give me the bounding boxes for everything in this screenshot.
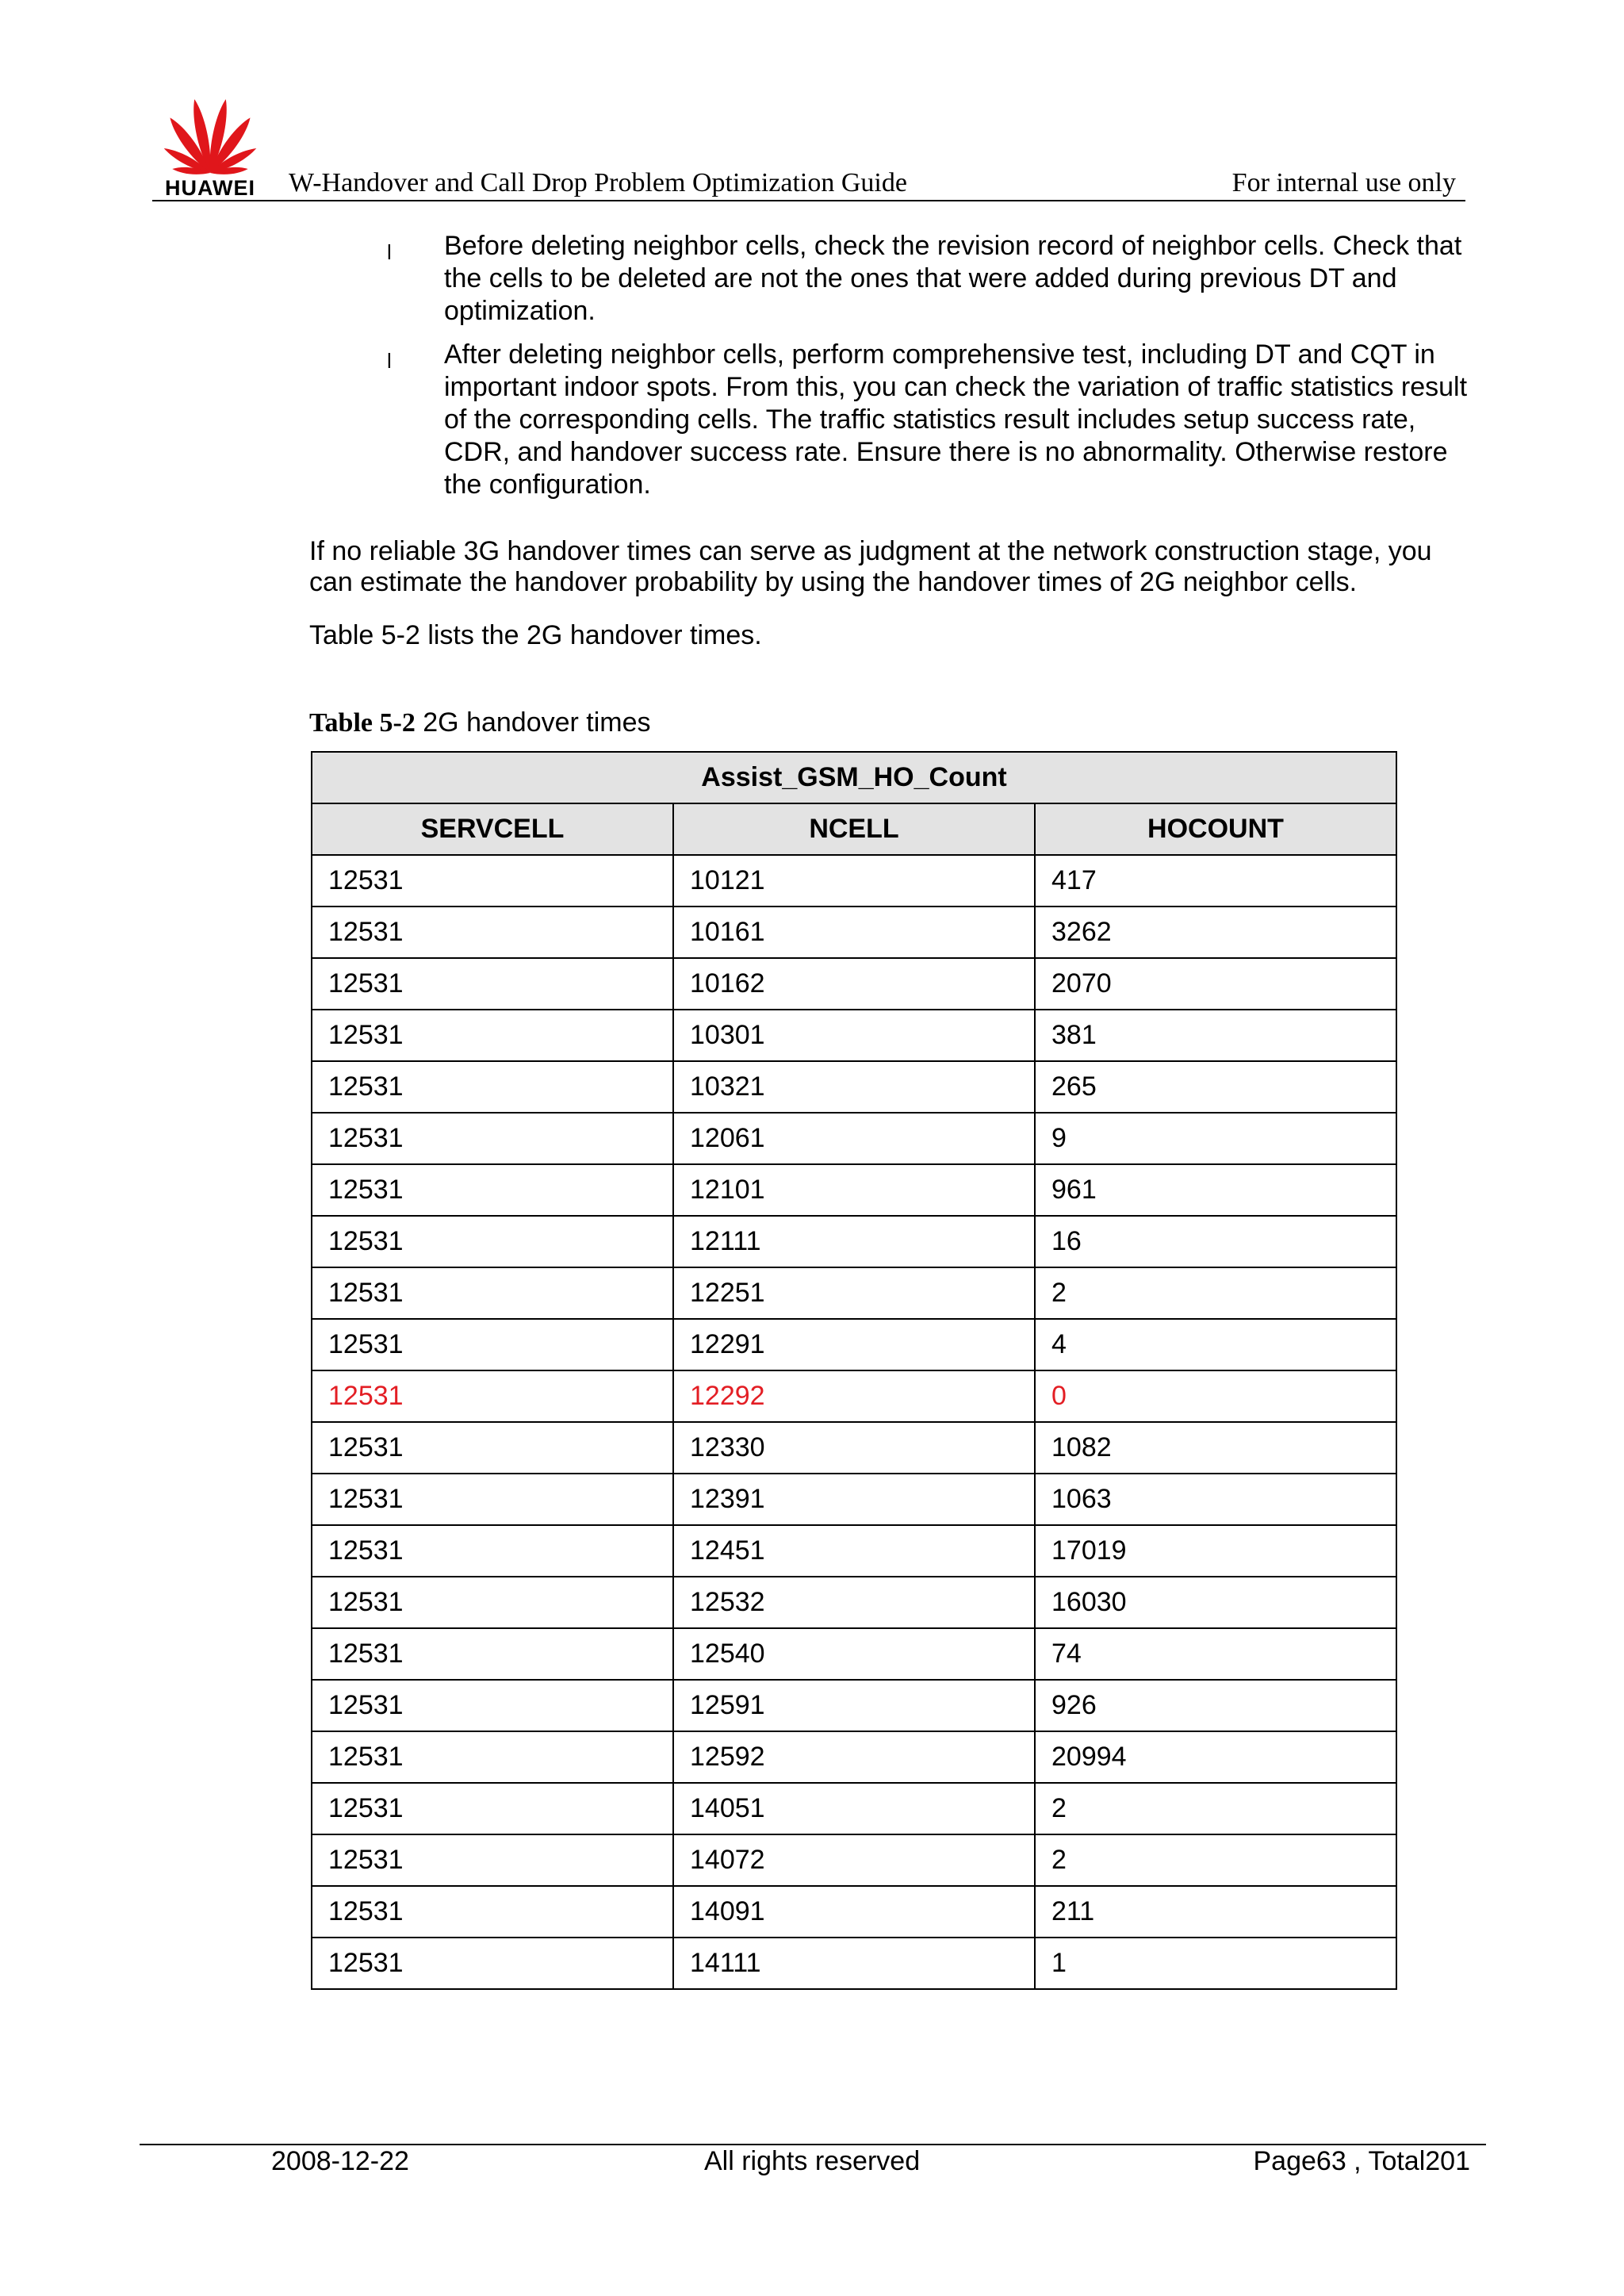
table-row xyxy=(312,1577,1396,1628)
cell-servcell: 12531 xyxy=(312,1938,673,1989)
table-row xyxy=(312,1628,1396,1680)
table-body xyxy=(312,855,1396,1989)
table-row xyxy=(312,1267,1396,1319)
column-header-servcell: SERVCELL xyxy=(312,803,673,855)
cell-ncell: 10301 xyxy=(673,1010,1035,1061)
table-row xyxy=(312,1731,1396,1783)
cell-ncell: 12111 xyxy=(673,1216,1035,1267)
table-row xyxy=(312,907,1396,958)
cell-ncell: 12540 xyxy=(673,1628,1035,1680)
table-row xyxy=(312,1680,1396,1731)
cell-hocount: 265 xyxy=(1035,1061,1396,1113)
cell-servcell: 12531 xyxy=(312,1731,673,1783)
cell-ncell: 12061 xyxy=(673,1113,1035,1164)
table-row xyxy=(312,1370,1396,1422)
table-row xyxy=(312,1474,1396,1525)
cell-hocount: 4 xyxy=(1035,1319,1396,1370)
cell-ncell: 10321 xyxy=(673,1061,1035,1113)
cell-hocount: 9 xyxy=(1035,1113,1396,1164)
cell-servcell: 12531 xyxy=(312,1886,673,1938)
table-row xyxy=(312,1216,1396,1267)
cell-ncell: 12101 xyxy=(673,1164,1035,1216)
cell-servcell: 12531 xyxy=(312,1010,673,1061)
column-header-hocount: HOCOUNT xyxy=(1035,803,1396,855)
table-row xyxy=(312,1319,1396,1370)
cell-servcell: 12531 xyxy=(312,855,673,907)
cell-hocount: 20994 xyxy=(1035,1731,1396,1783)
cell-ncell: 10121 xyxy=(673,855,1035,907)
cell-ncell: 12291 xyxy=(673,1319,1035,1370)
cell-hocount: 16 xyxy=(1035,1216,1396,1267)
cell-servcell: 12531 xyxy=(312,1319,673,1370)
bullet-item xyxy=(387,339,1473,501)
table-caption-label: Table 5-2 xyxy=(309,708,416,738)
cell-hocount: 2 xyxy=(1035,1783,1396,1834)
table-row xyxy=(312,1834,1396,1886)
cell-servcell: 12531 xyxy=(312,1370,673,1422)
cell-hocount: 961 xyxy=(1035,1164,1396,1216)
cell-ncell: 12292 xyxy=(673,1370,1035,1422)
table-row xyxy=(312,1938,1396,1989)
table-row xyxy=(312,1061,1396,1113)
cell-hocount: 17019 xyxy=(1035,1525,1396,1577)
bullet-marker: l xyxy=(387,349,392,373)
header-divider xyxy=(152,200,1465,201)
footer-divider xyxy=(140,2144,1486,2145)
table-row xyxy=(312,1422,1396,1474)
table-caption xyxy=(309,707,651,738)
cell-ncell: 12330 xyxy=(673,1422,1035,1474)
table-title: Assist_GSM_HO_Count xyxy=(312,752,1396,803)
cell-hocount: 1063 xyxy=(1035,1474,1396,1525)
cell-ncell: 14072 xyxy=(673,1834,1035,1886)
huawei-petals-icon xyxy=(155,94,265,181)
footer-date: 2008-12-22 xyxy=(271,2146,409,2176)
cell-hocount: 2 xyxy=(1035,1834,1396,1886)
table-row xyxy=(312,958,1396,1010)
cell-servcell: 12531 xyxy=(312,1113,673,1164)
bullet-item xyxy=(387,230,1473,328)
body-paragraph: If no reliable 3G handover times can serve as judgment at the network construction stage, you can estimate the handover probability by using the handover times of 2G neighbor cells. xyxy=(309,536,1432,597)
table-title-row xyxy=(312,752,1396,803)
cell-servcell: 12531 xyxy=(312,1216,673,1267)
table-header-row xyxy=(312,803,1396,855)
cell-servcell: 12531 xyxy=(312,1061,673,1113)
cell-hocount: 3262 xyxy=(1035,907,1396,958)
footer-page-number: Page63 , Total201 xyxy=(1253,2146,1470,2176)
cell-servcell: 12531 xyxy=(312,1164,673,1216)
cell-hocount: 417 xyxy=(1035,855,1396,907)
table-row xyxy=(312,1783,1396,1834)
classification-label: For internal use only xyxy=(1231,168,1456,197)
cell-ncell: 14111 xyxy=(673,1938,1035,1989)
cell-hocount: 16030 xyxy=(1035,1577,1396,1628)
table-row xyxy=(312,1164,1396,1216)
cell-ncell: 14051 xyxy=(673,1783,1035,1834)
cell-hocount: 381 xyxy=(1035,1010,1396,1061)
cell-ncell: 10161 xyxy=(673,907,1035,958)
table-caption-text: 2G handover times xyxy=(415,707,651,738)
cell-hocount: 926 xyxy=(1035,1680,1396,1731)
huawei-logo xyxy=(155,94,265,200)
table-row xyxy=(312,1525,1396,1577)
cell-hocount: 1 xyxy=(1035,1938,1396,1989)
bullet-text: Before deleting neighbor cells, check the revision record of neighbor cells. Check that the cells to be deleted are not the ones that were added during previous DT and optimization. xyxy=(444,231,1462,326)
document-title: W-Handover and Call Drop Problem Optimization Guide xyxy=(289,168,907,197)
footer-copyright: All rights reserved xyxy=(704,2146,921,2176)
cell-servcell: 12531 xyxy=(312,1783,673,1834)
cell-servcell: 12531 xyxy=(312,1628,673,1680)
logo-text: HUAWEI xyxy=(165,176,255,200)
bullet-list xyxy=(387,230,1473,512)
table-row xyxy=(312,1886,1396,1938)
body-paragraph: Table 5-2 lists the 2G handover times. xyxy=(309,620,762,650)
cell-servcell: 12531 xyxy=(312,1834,673,1886)
cell-ncell: 12592 xyxy=(673,1731,1035,1783)
cell-hocount: 1082 xyxy=(1035,1422,1396,1474)
cell-servcell: 12531 xyxy=(312,958,673,1010)
cell-hocount: 2 xyxy=(1035,1267,1396,1319)
table-row xyxy=(312,1010,1396,1061)
table-row xyxy=(312,1113,1396,1164)
cell-hocount: 211 xyxy=(1035,1886,1396,1938)
handover-table xyxy=(311,751,1397,1990)
bullet-marker: l xyxy=(387,240,392,264)
cell-servcell: 12531 xyxy=(312,1474,673,1525)
cell-ncell: 12532 xyxy=(673,1577,1035,1628)
cell-ncell: 10162 xyxy=(673,958,1035,1010)
cell-servcell: 12531 xyxy=(312,1267,673,1319)
cell-hocount: 2070 xyxy=(1035,958,1396,1010)
cell-servcell: 12531 xyxy=(312,1422,673,1474)
cell-ncell: 12391 xyxy=(673,1474,1035,1525)
cell-servcell: 12531 xyxy=(312,907,673,958)
cell-hocount: 74 xyxy=(1035,1628,1396,1680)
cell-servcell: 12531 xyxy=(312,1577,673,1628)
cell-ncell: 12251 xyxy=(673,1267,1035,1319)
bullet-text: After deleting neighbor cells, perform comprehensive test, including DT and CQT in important indoor spots. From this, you can check the variation of traffic statistics result of the corresponding cells. The traffic statistics result includes setup success rate, CDR, and handover success rate. Ensure there is no abnormality. Otherwise restore the configuration. xyxy=(444,339,1468,500)
cell-ncell: 12451 xyxy=(673,1525,1035,1577)
cell-ncell: 12591 xyxy=(673,1680,1035,1731)
cell-servcell: 12531 xyxy=(312,1680,673,1731)
cell-hocount: 0 xyxy=(1035,1370,1396,1422)
column-header-ncell: NCELL xyxy=(673,803,1035,855)
cell-ncell: 14091 xyxy=(673,1886,1035,1938)
table-row xyxy=(312,855,1396,907)
cell-servcell: 12531 xyxy=(312,1525,673,1577)
